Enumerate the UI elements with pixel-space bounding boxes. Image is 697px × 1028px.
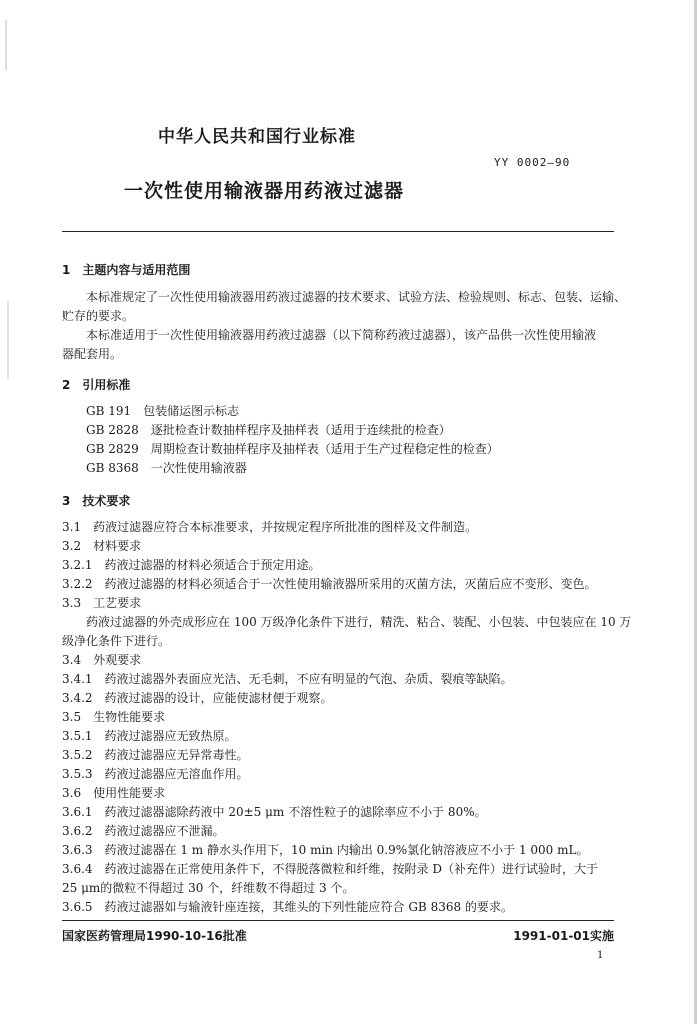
- clause-line: 3.6.4 药液过滤器在正常使用条件下，不得脱落微粒和纤维，按附录 D（补充件）进行试验时，大于: [62, 862, 598, 876]
- footer-divider: [62, 920, 614, 921]
- clause-line: 3.1 药液过滤器应符合本标准要求，并按规定程序所批准的图样及文件制造。: [62, 520, 478, 534]
- effective-date: 1991-01-01实施: [513, 929, 614, 943]
- section-1-paragraph-1-line-1: 本标准规定了一次性使用输液器用药液过滤器的技术要求、试验方法、检验规则、标志、包装、运输、: [86, 290, 627, 304]
- header-divider: [62, 231, 614, 232]
- standard-code: YY 0002—90: [494, 156, 571, 169]
- clause-line: 3.4 外观要求: [62, 653, 142, 667]
- clause-line: 级净化条件下进行。: [62, 634, 171, 648]
- reference-item: GB 2828 逐批检查计数抽样程序及抽样表（适用于连续批的检查）: [86, 423, 451, 437]
- clause-line: 3.6 使用性能要求: [62, 786, 166, 800]
- clause-line: 3.5.2 药液过滤器应无异常毒性。: [62, 748, 249, 762]
- clause-line: 3.2 材料要求: [62, 539, 142, 553]
- scan-edge-marks: [0, 0, 18, 1024]
- clause-line: 3.4.1 药液过滤器外表面应光洁、无毛刺，不应有明显的气泡、杂质、裂痕等缺陷。: [62, 672, 513, 686]
- section-3-heading: 3 技术要求: [62, 494, 131, 508]
- clause-line: 3.6.1 药液过滤器滤除药液中 20±5 μm 不溶性粒子的滤除率应不小于 80%。: [62, 805, 487, 819]
- scan-edge-marks-svg: [0, 0, 18, 1024]
- clause-line: 药液过滤器的外壳成形应在 100 万级净化条件下进行，精洗、粘合、装配、小包装、中包装应在 10 万: [86, 615, 632, 629]
- reference-item: GB 8368 一次性使用输液器: [86, 461, 247, 475]
- clause-line: 3.4.2 药液过滤器的设计，应能使滤材便于观察。: [62, 691, 333, 705]
- section-1-paragraph-2-line-2: 器配套用。: [62, 347, 123, 361]
- section-1-paragraph-2-line-1: 本标准适用于一次性使用输液器用药液过滤器（以下简称药液过滤器），该产品供一次性使用输液: [86, 328, 597, 342]
- approval-date: 国家医药管理局1990-10-16批准: [62, 929, 247, 943]
- clause-line: 3.5.1 药液过滤器应无致热原。: [62, 729, 237, 743]
- standard-category-title: 中华人民共和国行业标准: [158, 127, 356, 147]
- clause-line: 3.5 生物性能要求: [62, 710, 166, 724]
- clause-line: 3.6.5 药液过滤器如与输液针座连接，其维头的下列性能应符合 GB 8368 的要求。: [62, 900, 513, 914]
- clause-line: 3.5.3 药液过滤器应无溶血作用。: [62, 767, 249, 781]
- reference-item: GB 191 包装储运图示标志: [86, 404, 240, 418]
- page-number: 1: [597, 950, 604, 961]
- document-title: 一次性使用输液器用药液过滤器: [124, 180, 405, 202]
- clause-line: 3.2.2 药液过滤器的材料必须适合于一次性使用输液器所采用的灭菌方法，灭菌后应不变形、变色。: [62, 577, 597, 591]
- clause-line: 3.3 工艺要求: [62, 596, 142, 610]
- section-1-paragraph-1-line-2: 贮存的要求。: [62, 309, 135, 323]
- section-2-heading: 2 引用标准: [62, 378, 131, 392]
- clause-line: 3.2.1 药液过滤器的材料必须适合于预定用途。: [62, 558, 321, 572]
- reference-item: GB 2829 周期检查计数抽样程序及抽样表（适用于生产过程稳定性的检查）: [86, 442, 499, 456]
- clause-line: 3.6.3 药液过滤器在 1 m 静水头作用下，10 min 内输出 0.9%氯化钠溶液应不小于 1 000 mL。: [62, 843, 589, 857]
- section-1-heading: 1 主题内容与适用范围: [62, 263, 191, 277]
- clause-line: 3.6.2 药液过滤器应不泄漏。: [62, 824, 225, 838]
- clause-line: 25 μm的微粒不得超过 30 个，纤维数不得超过 3 个。: [62, 881, 355, 895]
